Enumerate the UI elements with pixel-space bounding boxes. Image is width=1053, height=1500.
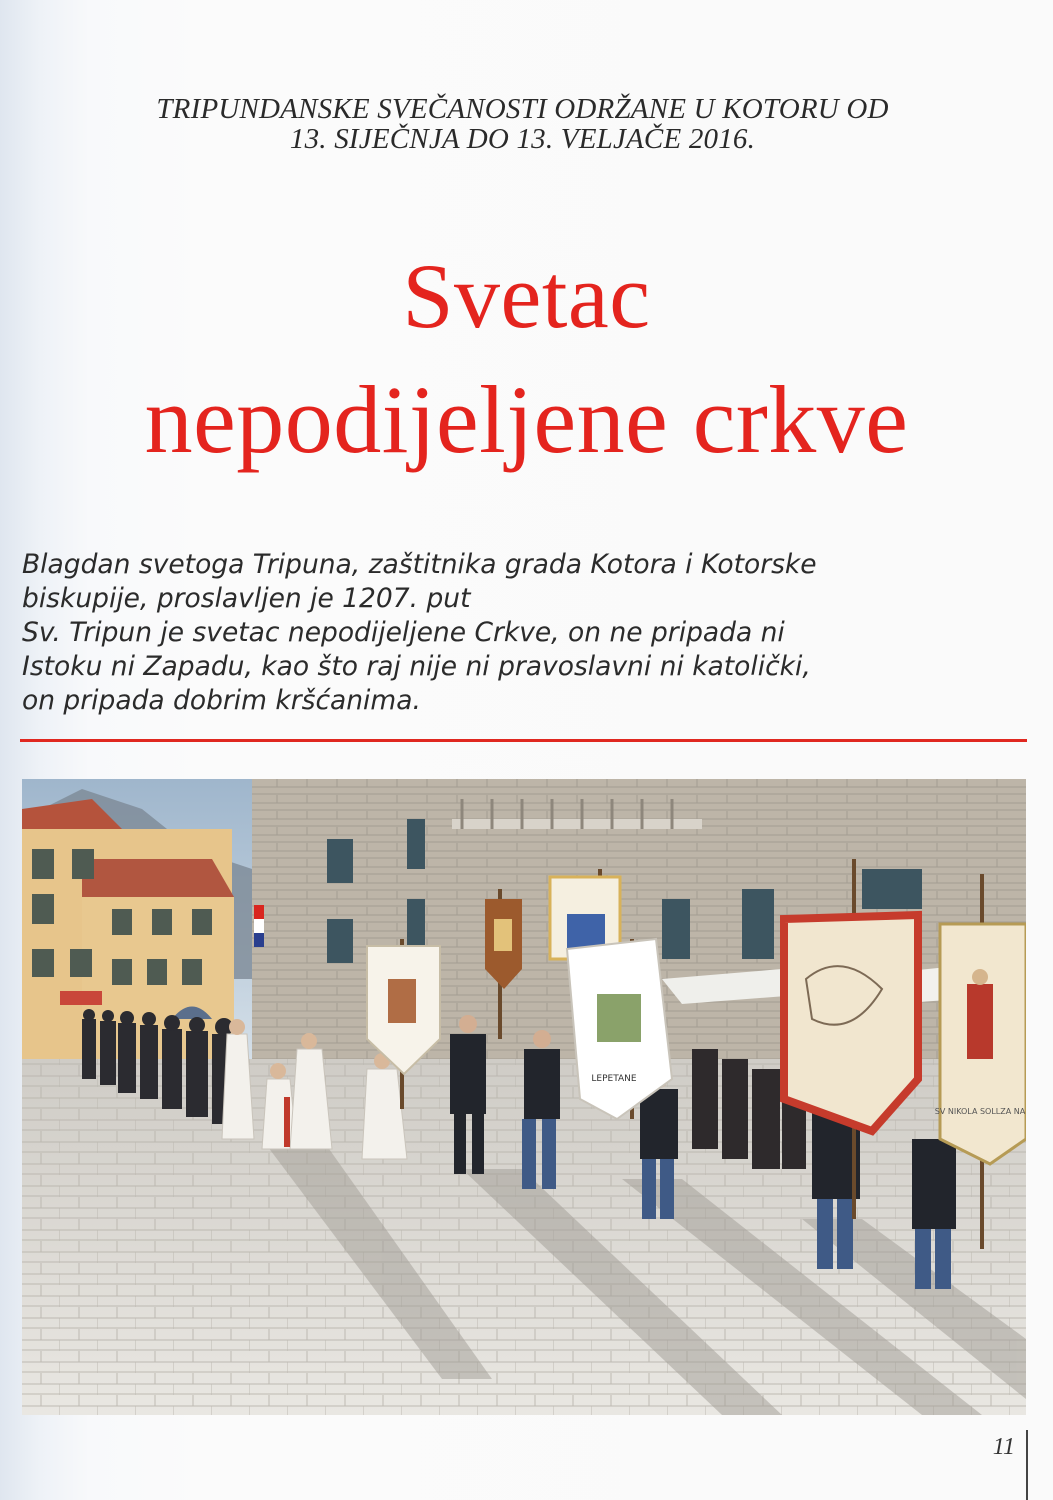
- kicker-line-2: 13. SIJEČNJA DO 13. VELJAČE 2016.: [289, 123, 756, 155]
- headline-line-2: nepodijeljene crkve: [144, 366, 909, 473]
- kicker-line-1: TRIPUNDANSKE SVEČANOSTI ODRŽANE U KOTORU OD: [156, 93, 889, 125]
- lead-line: on pripada dobrim kršćanima.: [22, 685, 421, 716]
- lead-line: biskupije, proslavljen je 1207. put: [22, 583, 471, 614]
- section-divider: [20, 739, 1027, 742]
- lead-paragraph: [22, 548, 1022, 718]
- banner-label-lepetane: LEPETANE: [591, 1074, 637, 1084]
- lead-line: Istoku ni Zapadu, kao što raj nije ni pravoslavni ni katolički,: [22, 651, 811, 682]
- banner-label-sv-nikola: SV NIKOLA SOLLZA NA: [934, 1107, 1026, 1116]
- procession-photo: [22, 779, 1026, 1415]
- page-edge-line: [1026, 1430, 1028, 1500]
- lead-line: Blagdan svetoga Tripuna, zaštitnika grada Kotora i Kotorske: [22, 549, 817, 580]
- lead-line: Sv. Tripun je svetac nepodijeljene Crkve, on ne pripada ni: [22, 617, 785, 648]
- headline-line-1: Svetac: [402, 245, 651, 347]
- page-number: 11: [992, 1434, 1015, 1460]
